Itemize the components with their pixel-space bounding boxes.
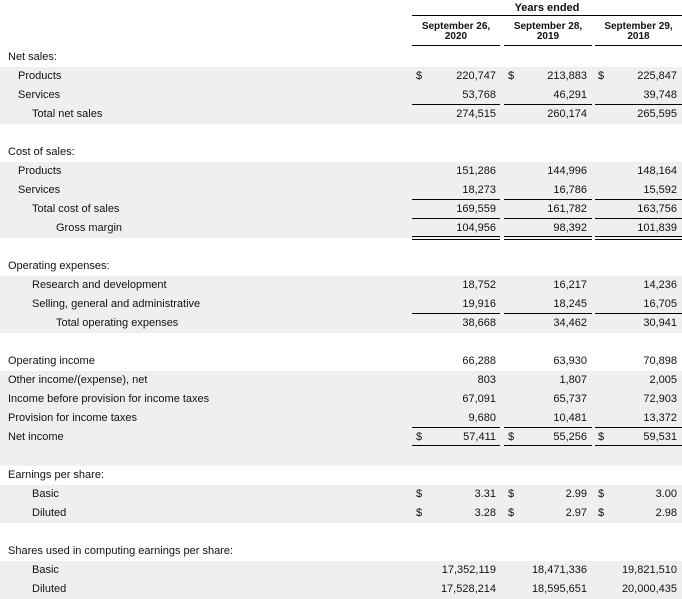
table-row bbox=[0, 219, 682, 238]
currency-symbol: $ bbox=[416, 431, 423, 443]
value-cell: 9,680 bbox=[468, 412, 496, 424]
value-cell: 274,515 bbox=[456, 108, 496, 120]
row-label: Basic bbox=[32, 488, 59, 500]
table-row bbox=[0, 105, 682, 124]
value-cell: 101,839 bbox=[637, 222, 677, 234]
row-label: Total net sales bbox=[32, 108, 103, 120]
table-row bbox=[0, 466, 682, 485]
value-cell: 16,705 bbox=[643, 298, 677, 310]
currency-symbol: $ bbox=[508, 488, 515, 500]
value-cell: 265,595 bbox=[637, 108, 677, 120]
value-cell: 803 bbox=[477, 374, 496, 386]
value-cell: 66,288 bbox=[462, 355, 496, 367]
value-cell: 260,174 bbox=[547, 108, 587, 120]
row-label: Gross margin bbox=[56, 222, 123, 234]
value-cell: 72,903 bbox=[643, 393, 677, 405]
row-label: Net income bbox=[8, 431, 64, 443]
value-cell: 98,392 bbox=[553, 222, 587, 234]
value-cell: 17,528,214 bbox=[440, 583, 496, 595]
table-row bbox=[0, 561, 682, 580]
currency-symbol: $ bbox=[416, 70, 423, 82]
row-label: Provision for income taxes bbox=[8, 412, 137, 424]
value-cell: 151,286 bbox=[456, 165, 496, 177]
value-cell: 18,752 bbox=[462, 279, 496, 291]
value-cell: 39,748 bbox=[643, 89, 677, 101]
currency-symbol: $ bbox=[598, 507, 605, 519]
years-ended-header: Years ended bbox=[514, 2, 580, 14]
value-cell: 70,898 bbox=[643, 355, 677, 367]
value-cell: 20,000,435 bbox=[621, 583, 677, 595]
table-row bbox=[0, 409, 682, 428]
value-cell: 148,164 bbox=[637, 165, 677, 177]
value-cell: 19,821,510 bbox=[621, 564, 677, 576]
value-cell: 16,786 bbox=[553, 184, 587, 196]
value-cell: 59,531 bbox=[643, 431, 677, 443]
column-header-rule bbox=[595, 45, 682, 46]
currency-symbol: $ bbox=[508, 70, 515, 82]
table-row bbox=[0, 428, 682, 447]
value-cell: 19,916 bbox=[462, 298, 496, 310]
value-cell: 2.97 bbox=[565, 507, 587, 519]
value-cell: 17,352,119 bbox=[441, 564, 496, 576]
table-row bbox=[0, 67, 682, 86]
column-header-2020: September 26, 2020 bbox=[421, 21, 491, 42]
table-row bbox=[0, 295, 682, 314]
row-label: Basic bbox=[32, 564, 59, 576]
table-row bbox=[0, 352, 682, 371]
row-label: Shares used in computing earnings per share: bbox=[8, 545, 234, 557]
row-label: Total operating expenses bbox=[56, 317, 179, 329]
row-label: Operating income bbox=[8, 355, 95, 367]
value-cell: 46,291 bbox=[553, 89, 587, 101]
row-label: Services bbox=[18, 89, 61, 101]
value-cell: 15,592 bbox=[643, 184, 677, 196]
row-label: Net sales: bbox=[8, 51, 57, 63]
value-cell: 3.00 bbox=[655, 488, 677, 500]
value-cell: 2.98 bbox=[655, 507, 677, 519]
value-cell: 2,005 bbox=[649, 374, 677, 386]
value-cell: 161,782 bbox=[547, 203, 587, 215]
currency-symbol: $ bbox=[598, 70, 605, 82]
table-row bbox=[0, 181, 682, 200]
row-label: Operating expenses: bbox=[8, 260, 110, 272]
row-label: Total cost of sales bbox=[32, 203, 120, 215]
table-row bbox=[0, 276, 682, 295]
currency-symbol: $ bbox=[598, 488, 605, 500]
table-row bbox=[0, 143, 682, 162]
value-cell: 225,847 bbox=[637, 70, 677, 82]
value-cell: 3.31 bbox=[474, 488, 496, 500]
value-cell: 213,883 bbox=[547, 70, 587, 82]
currency-symbol: $ bbox=[508, 431, 515, 443]
table-row bbox=[0, 124, 682, 143]
table-row bbox=[0, 333, 682, 352]
value-cell: 34,462 bbox=[553, 317, 587, 329]
table-row bbox=[0, 238, 682, 257]
currency-symbol: $ bbox=[508, 507, 515, 519]
value-cell: 169,559 bbox=[456, 203, 496, 215]
column-header-2018: September 29, 2018 bbox=[604, 21, 673, 42]
value-cell: 104,956 bbox=[456, 222, 496, 234]
column-header-2019: September 28, 2019 bbox=[513, 21, 583, 42]
value-cell: 18,471,336 bbox=[531, 564, 587, 576]
table-row bbox=[0, 390, 682, 409]
table-row bbox=[0, 504, 682, 523]
value-cell: 57,411 bbox=[463, 431, 496, 443]
table-row bbox=[0, 86, 682, 105]
value-cell: 55,256 bbox=[553, 431, 587, 443]
value-cell: 220,747 bbox=[456, 70, 496, 82]
value-cell: 3.28 bbox=[474, 507, 496, 519]
table-row bbox=[0, 580, 682, 599]
value-cell: 63,930 bbox=[553, 355, 587, 367]
row-label: Products bbox=[18, 70, 62, 82]
table-row bbox=[0, 447, 682, 466]
row-label: Diluted bbox=[32, 583, 67, 595]
table-row bbox=[0, 200, 682, 219]
value-cell: 18,595,651 bbox=[531, 583, 587, 595]
table-row bbox=[0, 542, 682, 561]
row-label: Diluted bbox=[32, 507, 67, 519]
value-cell: 53,768 bbox=[462, 89, 496, 101]
table-row bbox=[0, 48, 682, 67]
table-row bbox=[0, 523, 682, 542]
value-cell: 65,737 bbox=[553, 393, 587, 405]
table-row bbox=[0, 162, 682, 181]
row-label: Research and development bbox=[32, 279, 167, 291]
row-label: Selling, general and administrative bbox=[32, 298, 201, 310]
table-row bbox=[0, 314, 682, 333]
header-rule bbox=[412, 15, 682, 16]
currency-symbol: $ bbox=[416, 507, 423, 519]
row-label: Other income/(expense), net bbox=[8, 374, 148, 386]
table-row bbox=[0, 485, 682, 504]
value-cell: 30,941 bbox=[643, 317, 677, 329]
value-cell: 13,372 bbox=[643, 412, 677, 424]
value-cell: 144,996 bbox=[547, 165, 587, 177]
column-header-rule bbox=[504, 45, 592, 46]
table-row bbox=[0, 257, 682, 276]
row-label: Cost of sales: bbox=[8, 146, 75, 158]
value-cell: 18,273 bbox=[462, 184, 496, 196]
value-cell: 67,091 bbox=[462, 393, 496, 405]
row-label: Services bbox=[18, 184, 61, 196]
value-cell: 10,481 bbox=[553, 412, 587, 424]
value-cell: 1,807 bbox=[559, 374, 587, 386]
value-cell: 38,668 bbox=[462, 317, 496, 329]
currency-symbol: $ bbox=[416, 488, 423, 500]
value-cell: 2.99 bbox=[565, 488, 587, 500]
column-header-rule bbox=[412, 45, 500, 46]
row-label: Products bbox=[18, 165, 62, 177]
value-cell: 18,245 bbox=[553, 298, 587, 310]
currency-symbol: $ bbox=[598, 431, 605, 443]
value-cell: 16,217 bbox=[553, 279, 587, 291]
value-cell: 163,756 bbox=[637, 203, 677, 215]
row-label: Earnings per share: bbox=[8, 469, 104, 481]
table-row bbox=[0, 371, 682, 390]
value-cell: 14,236 bbox=[643, 279, 677, 291]
row-label: Income before provision for income taxes bbox=[8, 393, 210, 405]
